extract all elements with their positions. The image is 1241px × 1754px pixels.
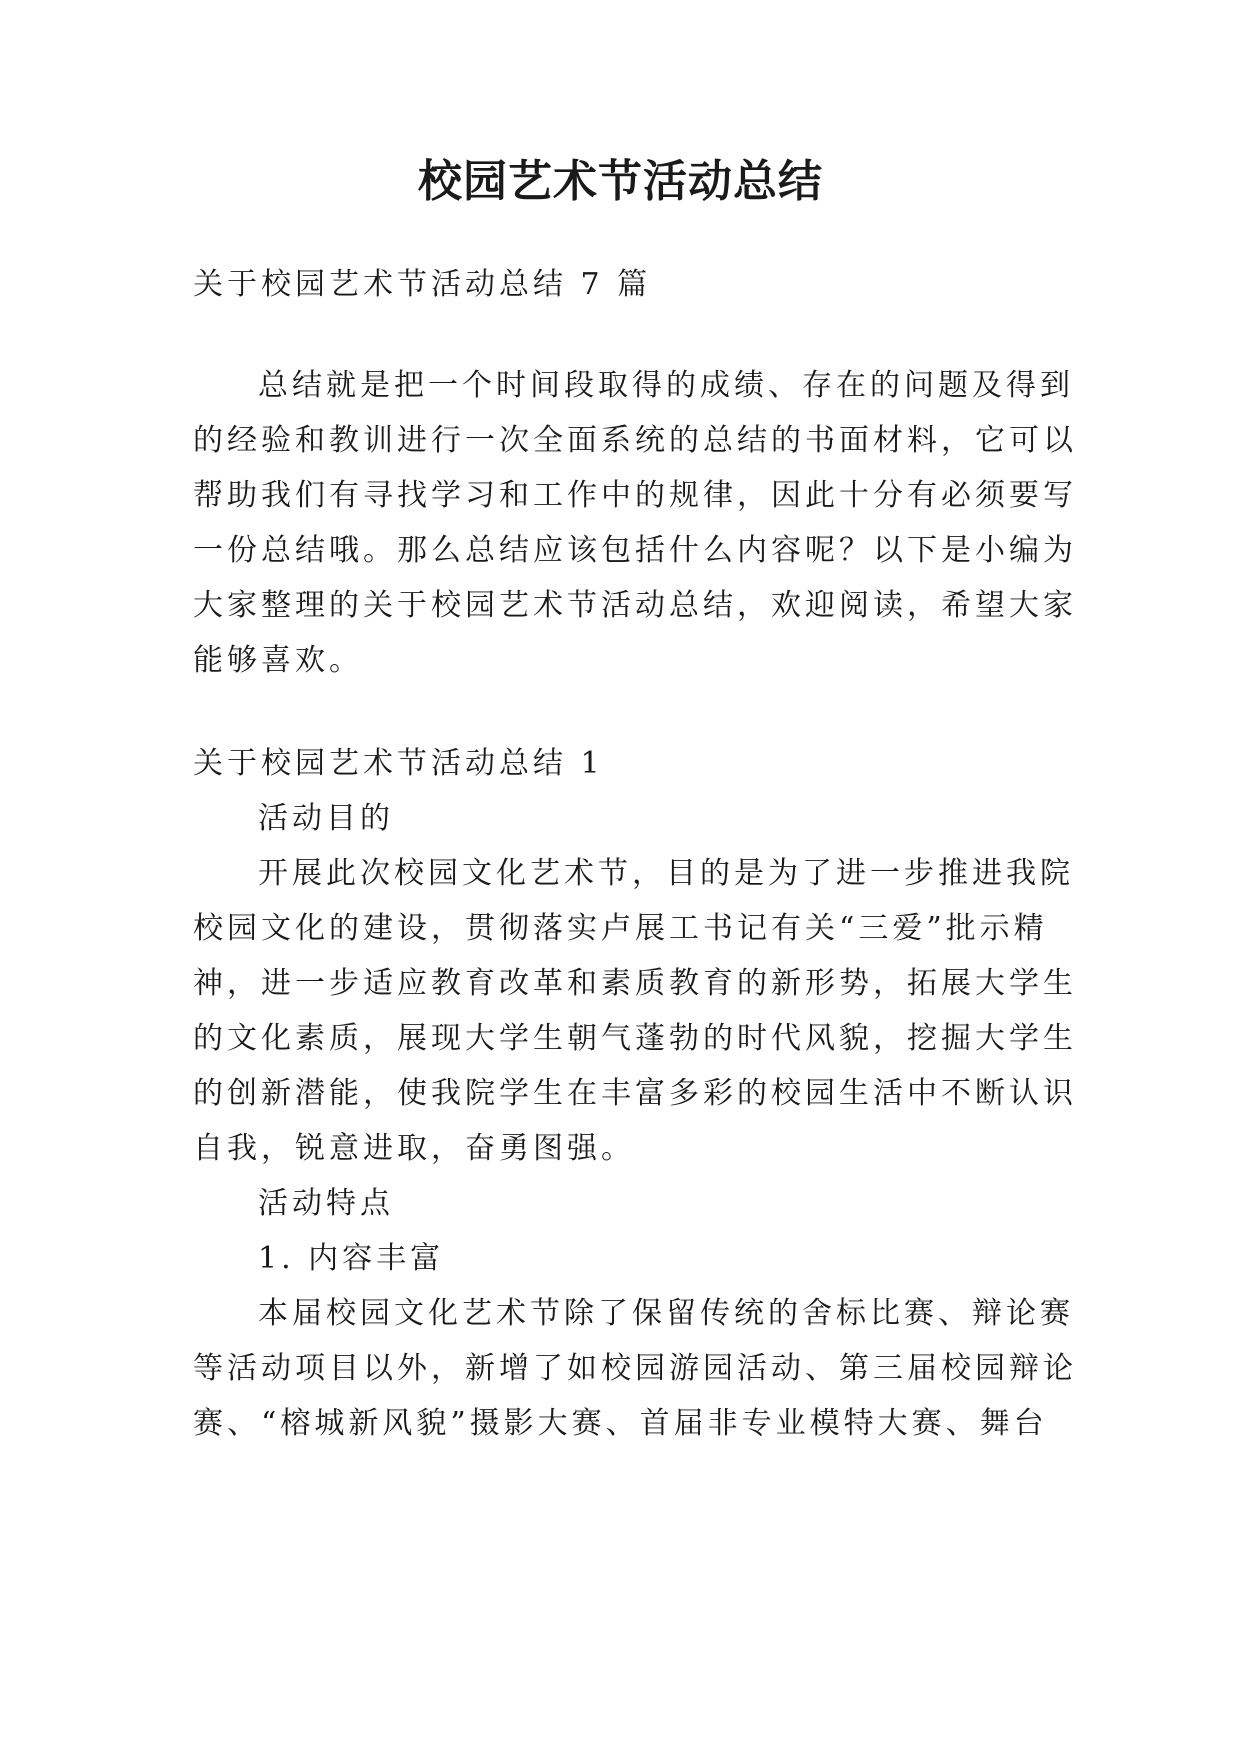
- purpose-line: 开展此次校园文化艺术节，目的是为了进一步推进我院: [258, 856, 1074, 891]
- features-heading: 活动特点: [258, 1186, 394, 1221]
- feature1-line: 等活动项目以外，新增了如校园游园活动、第三届校园辩论: [193, 1351, 1077, 1386]
- intro-line: 大家整理的关于校园艺术节活动总结，欢迎阅读，希望大家: [193, 588, 1077, 623]
- purpose-heading: 活动目的: [258, 801, 394, 836]
- purpose-line: 的创新潜能，使我院学生在丰富多彩的校园生活中不断认识: [193, 1076, 1077, 1111]
- purpose-line: 的文化素质，展现大学生朝气蓬勃的时代风貌，挖掘大学生: [193, 1021, 1077, 1056]
- document-subtitle: 关于校园艺术节活动总结 7 篇: [193, 267, 652, 302]
- document-title: 校园艺术节活动总结: [418, 156, 823, 207]
- feature1-heading: 1. 内容丰富: [258, 1241, 445, 1276]
- purpose-line: 校园文化的建设，贯彻落实卢展工书记有关“三爱”批示精: [193, 911, 1048, 946]
- intro-line: 能够喜欢。: [193, 643, 363, 678]
- intro-line: 一份总结哦。那么总结应该包括什么内容呢？以下是小编为: [193, 533, 1077, 568]
- section-heading: 关于校园艺术节活动总结 1: [193, 746, 604, 781]
- feature1-line: 赛、“榕城新风貌”摄影大赛、首届非专业模特大赛、舞台: [193, 1406, 1048, 1441]
- intro-line: 帮助我们有寻找学习和工作中的规律，因此十分有必须要写: [193, 478, 1077, 513]
- intro-line: 总结就是把一个时间段取得的成绩、存在的问题及得到: [258, 368, 1074, 403]
- purpose-line: 神，进一步适应教育改革和素质教育的新形势，拓展大学生: [193, 966, 1077, 1001]
- feature1-line: 本届校园文化艺术节除了保留传统的舍标比赛、辩论赛: [258, 1296, 1074, 1331]
- purpose-line: 自我，锐意进取，奋勇图强。: [193, 1131, 635, 1166]
- intro-line: 的经验和教训进行一次全面系统的总结的书面材料，它可以: [193, 423, 1077, 458]
